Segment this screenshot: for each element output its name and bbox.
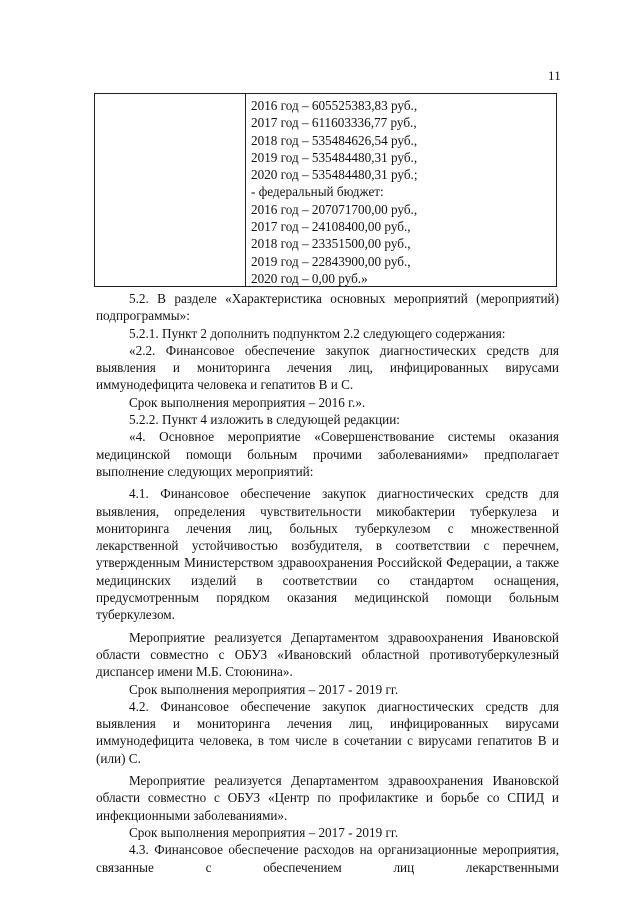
financing-table	[94, 93, 557, 287]
table-right-cell	[251, 97, 551, 287]
paragraph-5-2: 5.2. В разделе «Характеристика основных мероприятий (мероприятий) подпрограммы»:	[96, 291, 559, 324]
table-line: 2016 год – 605525383,83 руб.,	[251, 98, 418, 113]
table-line: 2018 год – 23351500,00 руб.,	[251, 236, 411, 252]
paragraph-2-2: «2.2. Финансовое обеспечение закупок диагностических средств для выявления и мониторинга лечения лиц, инфицированных вирусами иммунодефицита человека и гепатитов В и С.	[96, 342, 559, 393]
table-line: 2016 год – 207071700,00 руб.,	[251, 201, 418, 217]
table-line: 2017 год – 24108400,00 руб.,	[251, 219, 411, 235]
paragraph-4-2: 4.2. Финансовое обеспечение закупок диагностических средств для выявления и мониторинга лечения лиц, инфицированных вирусами иммунодефицита человека, в том числе в сочетании с вирусами гепатитов В и (или) С.	[96, 698, 559, 766]
document-body	[96, 290, 559, 876]
table-line: 2020 год – 535484480,31 руб.;	[251, 167, 418, 183]
table-line: - федеральный бюджет:	[251, 184, 384, 200]
table-line: 2020 год – 0,00 руб.»	[251, 270, 368, 286]
paragraph-deadline-4-1: Срок выполнения мероприятия – 2017 - 2019 гг.	[129, 681, 399, 697]
paragraph-4-3: 4.3. Финансовое обеспечение расходов на организационные мероприятия, связанные с обеспечением лиц лекарственными	[96, 842, 559, 875]
paragraph-deadline-4-2: Срок выполнения мероприятия – 2017 - 2019 гг.	[129, 824, 399, 840]
paragraph-5-2-2: 5.2.2. Пункт 4 изложить в следующей редакции:	[129, 412, 400, 428]
page-number: 11	[548, 68, 561, 83]
paragraph-4-1: 4.1. Финансовое обеспечение закупок диагностических средств для выявления, определения чувствительности микобактерии туберкулеза и мониторинга лечения лиц, больных туберкулезом с множественной лекарственной устойчивостью возбудителя, в соответствии с перечнем, утвержденным Министерством здравоохранения Российской Федерации, а также медицинских изделий в соответствии со стандартом оснащения, предусмотренным порядком оказания медицинской помощи больным туберкулезом.	[96, 486, 559, 623]
table-left-cell	[95, 94, 246, 286]
paragraph-4: «4. Основное мероприятие «Совершенствование системы оказания медицинской помощи больным прочими заболеваниями» предполагает выполнение следующих мероприятий:	[96, 429, 559, 479]
table-line: 2018 год – 535484626,54 руб.,	[251, 132, 418, 148]
table-line: 2019 год – 535484480,31 руб.,	[251, 149, 418, 165]
paragraph-deadline-2016: Срок выполнения мероприятия – 2016 г.».	[129, 394, 366, 410]
paragraph-executor-4-2: Мероприятие реализуется Департаментом здравоохранения Ивановской области совместно с ОБУЗ «Центр по профилактике и борьбе со СПИД и инфекционными заболеваниями».	[96, 773, 559, 823]
paragraph-executor-4-1: Мероприятие реализуется Департаментом здравоохранения Ивановской области совместно с ОБУЗ «Ивановский областной противотуберкулезный диспансер имени М.Б. Стоюнина».	[96, 629, 559, 680]
table-line: 2017 год – 611603336,77 руб.,	[251, 115, 417, 131]
paragraph-5-2-1: 5.2.1. Пункт 2 дополнить подпунктом 2.2 следующего содержания:	[129, 325, 506, 341]
table-line: 2019 год – 22843900,00 руб.,	[251, 253, 411, 269]
